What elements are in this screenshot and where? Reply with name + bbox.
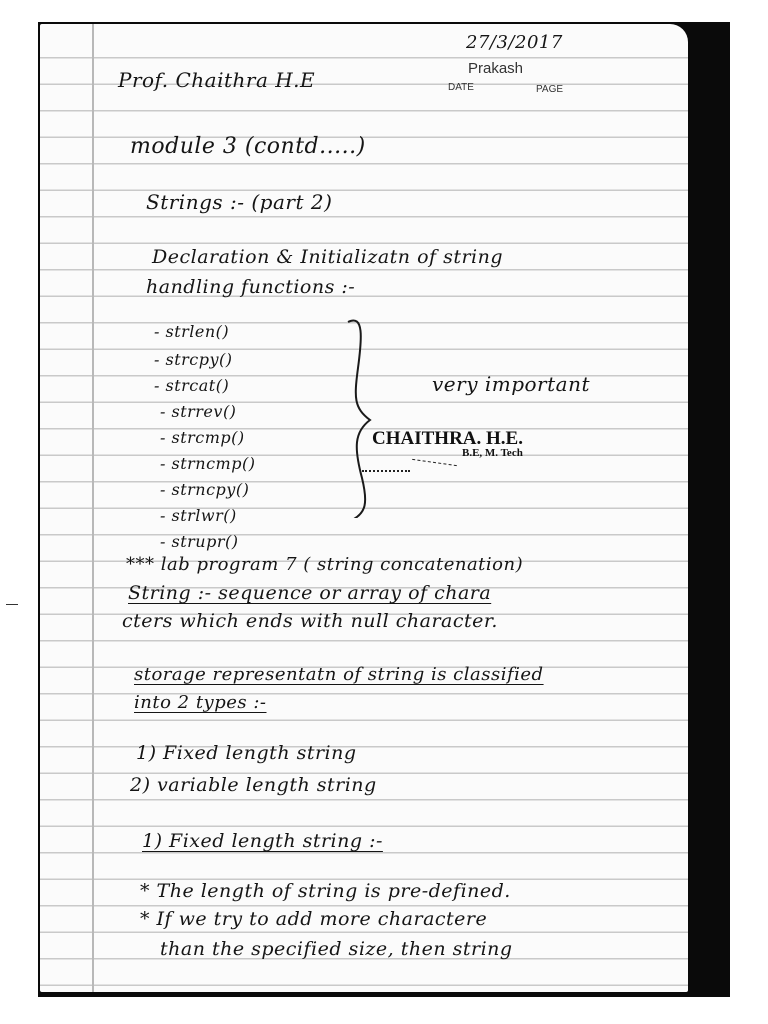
function-item: - strcpy() xyxy=(154,350,233,369)
function-item: - strncmp() xyxy=(160,454,256,473)
function-item: - strncpy() xyxy=(160,480,250,499)
function-item: - strcmp() xyxy=(160,428,245,447)
intro-line-2: handling functions :- xyxy=(146,276,356,298)
page-label: PAGE xyxy=(536,84,564,95)
section-heading: Strings :- (part 2) xyxy=(146,190,333,214)
notebook-brand: Prakash xyxy=(468,60,524,77)
bullet-line-3: than the specified size, then string xyxy=(160,938,513,960)
definition-line-1: String :- sequence or array of chara xyxy=(128,582,492,604)
function-item: - strcat() xyxy=(154,376,230,395)
author-name: Prof. Chaithra H.E xyxy=(118,68,316,92)
stamp-degree: B.E, M. Tech xyxy=(462,447,523,459)
bullet-line-1: * The length of string is pre-defined. xyxy=(140,880,511,902)
margin-dash xyxy=(6,604,18,605)
storage-line-1: storage representatn of string is classified xyxy=(134,664,544,685)
bullet-line-2: * If we try to add more charactere xyxy=(140,908,488,930)
type-2: 2) variable length string xyxy=(130,774,377,796)
date-handwritten: 27/3/2017 xyxy=(466,32,563,53)
curly-brace xyxy=(340,298,380,518)
date-label: DATE xyxy=(448,82,474,93)
function-item: - strrev() xyxy=(160,402,237,421)
intro-line-1: Declaration & Initializatn of string xyxy=(152,246,504,268)
function-item: - strlen() xyxy=(154,322,230,341)
fixed-length-heading: 1) Fixed length string :- xyxy=(142,830,383,852)
module-title: module 3 (contd.....) xyxy=(130,134,366,159)
stamp-dots xyxy=(362,470,410,472)
function-item: - strlwr() xyxy=(160,506,237,525)
definition-line-2: cters which ends with null character. xyxy=(122,610,498,632)
storage-line-2: into 2 types :- xyxy=(134,692,267,713)
very-important-note: very important xyxy=(432,372,590,396)
type-1: 1) Fixed length string xyxy=(136,742,357,764)
stamp-name: CHAITHRA. H.E. xyxy=(372,428,523,449)
function-item: - strupr() xyxy=(160,532,239,551)
lab-program-line: *** lab program 7 ( string concatenation) xyxy=(126,554,524,575)
margin-line xyxy=(92,24,94,992)
